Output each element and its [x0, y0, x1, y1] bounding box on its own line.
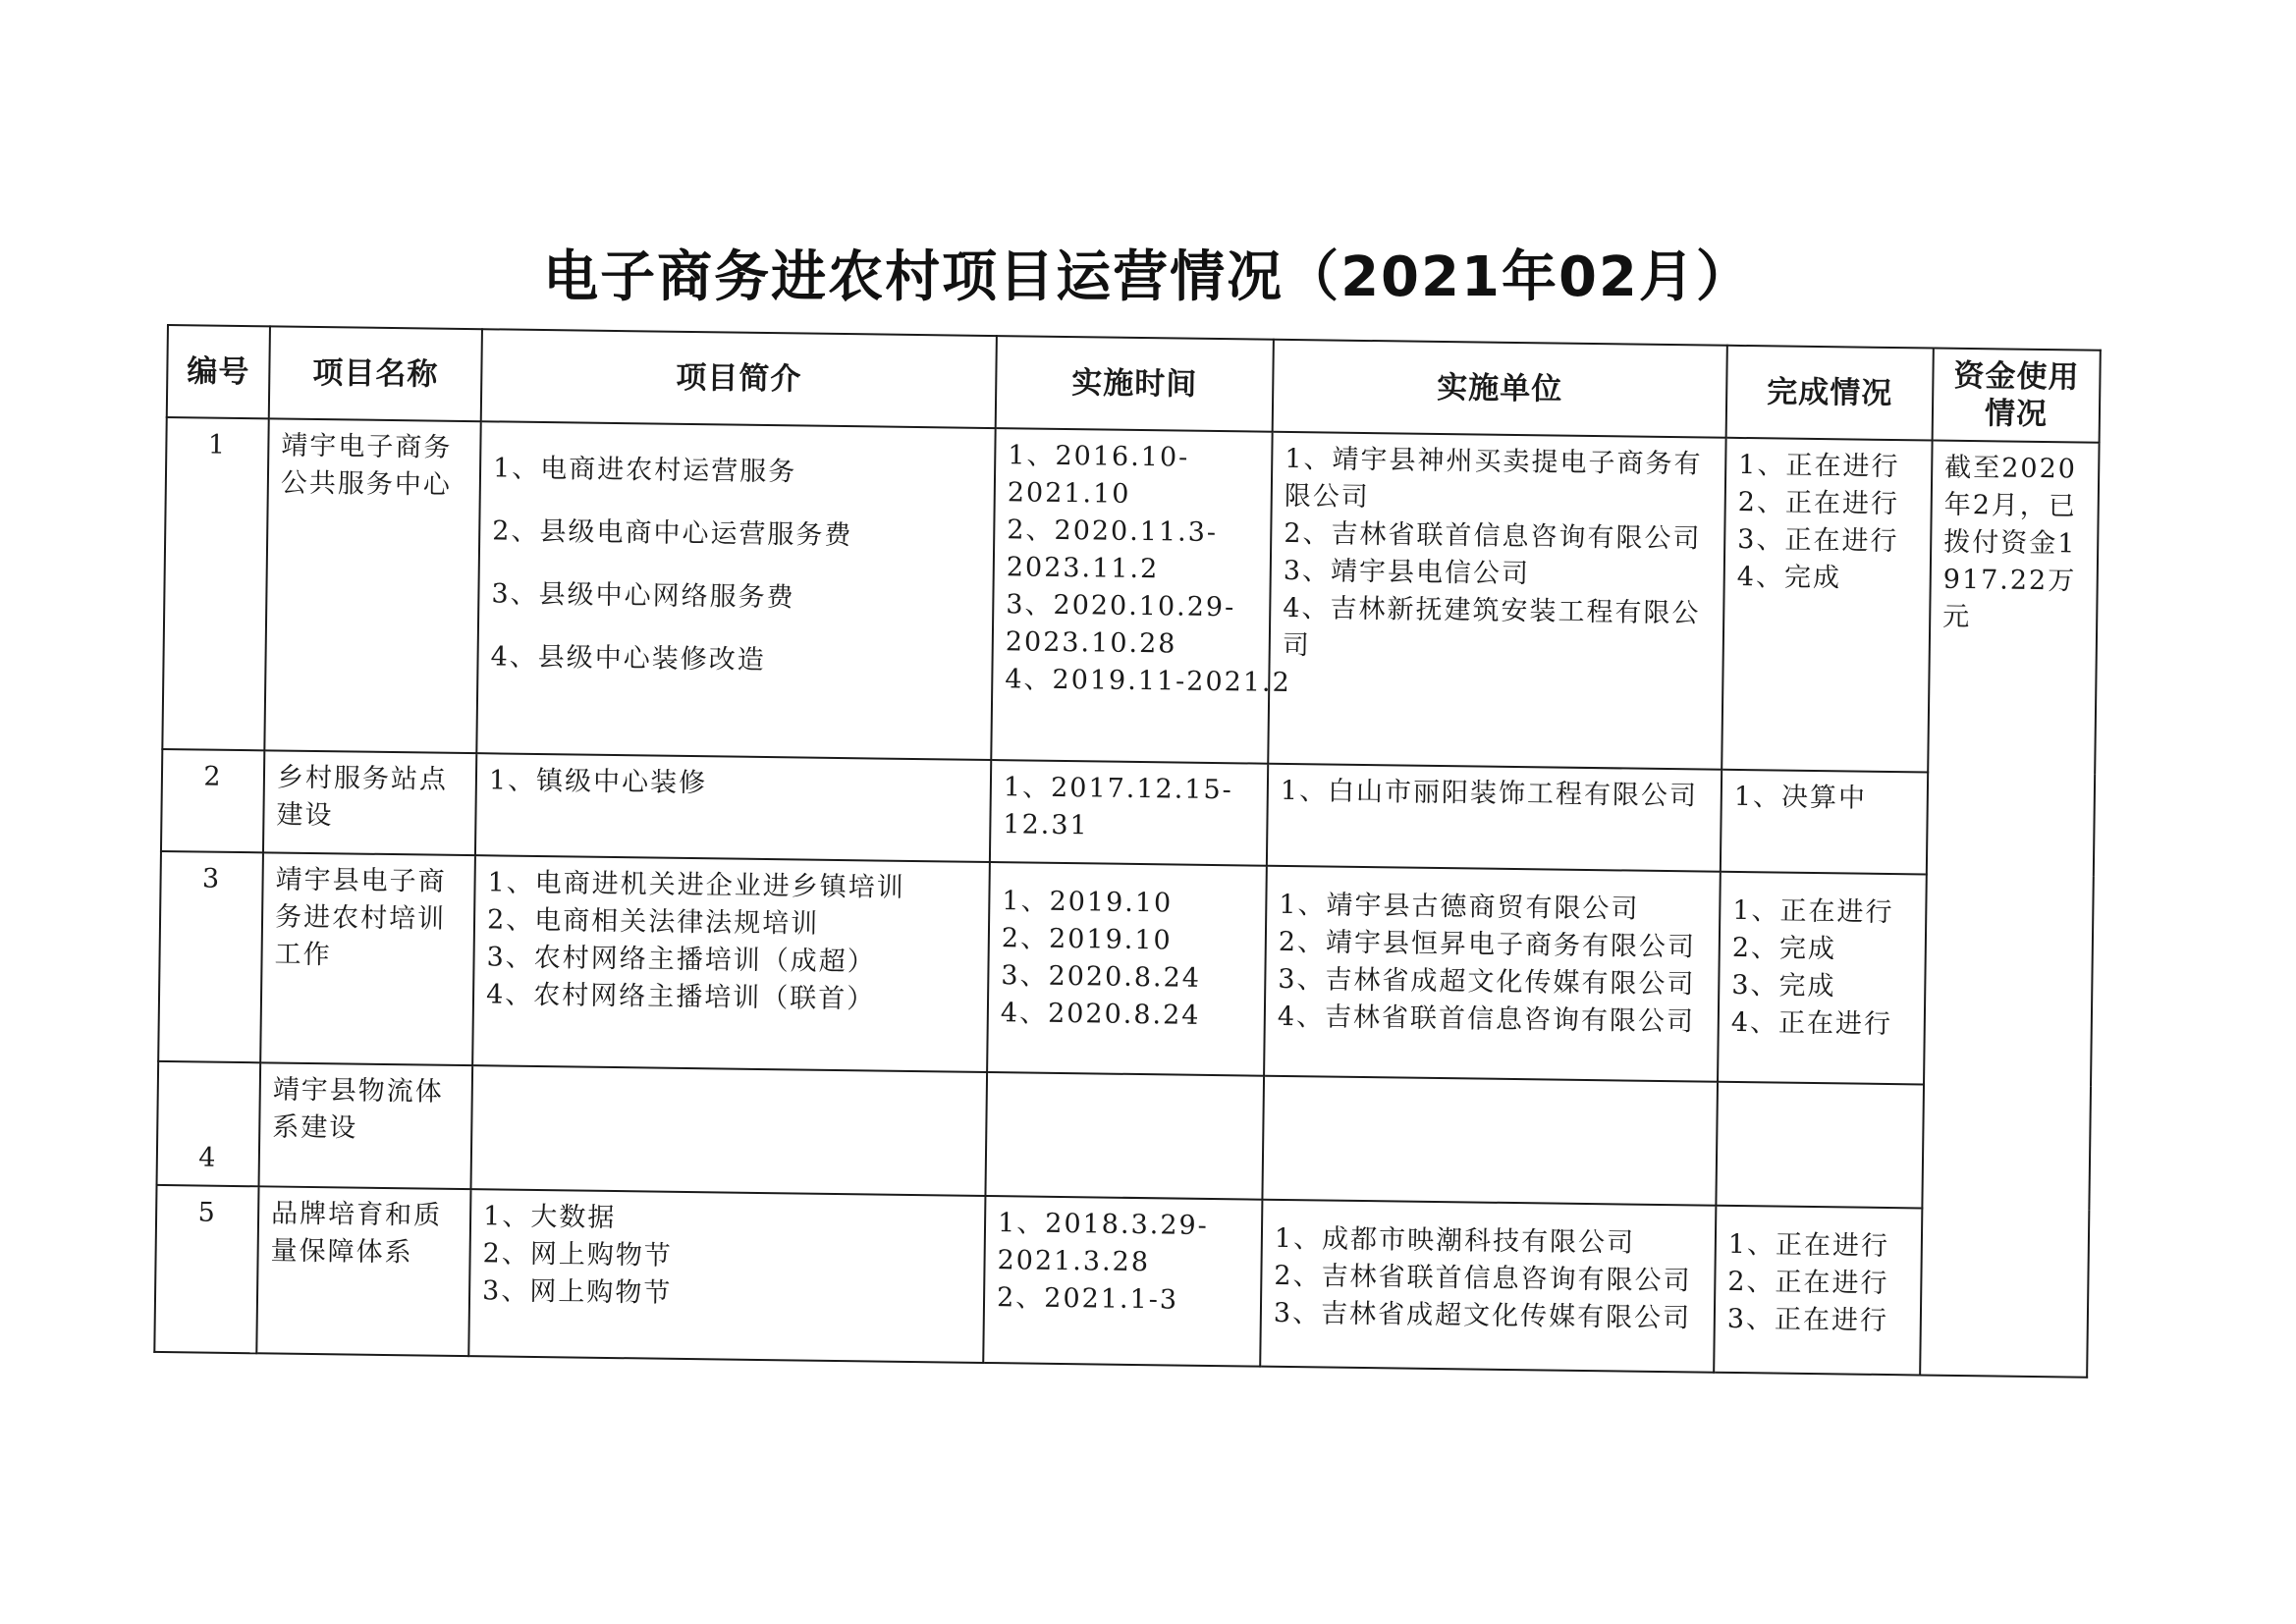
completion-status — [1714, 1206, 1922, 1376]
brief-line: 1、大数据 — [482, 1201, 617, 1234]
header-no: 编号 — [167, 325, 270, 418]
unit-line: 3、吉林省成超文化传媒有限公司 — [1273, 1297, 1692, 1334]
unit-line: 4、吉林省联首信息咨询有限公司 — [1277, 1001, 1696, 1038]
implementation-unit — [1268, 432, 1725, 770]
row-number: 3 — [158, 851, 263, 1062]
project-brief — [475, 753, 991, 862]
implementation-time — [987, 862, 1267, 1076]
table-container — [153, 324, 2100, 1379]
brief-line: 3、县级中心网络服务费 — [491, 578, 795, 614]
unit-line: 2、靖宇县恒昇电子商务有限公司 — [1278, 926, 1697, 963]
table-row — [154, 1185, 2089, 1378]
project-name — [256, 1186, 470, 1356]
time-line: 2023.11.2 — [1006, 552, 1160, 585]
brief-line: 3、网上购物节 — [481, 1275, 673, 1309]
implementation-time — [990, 760, 1268, 866]
brief-line: 2、网上购物节 — [482, 1238, 674, 1272]
status-line: 3、正在进行 — [1726, 1303, 1889, 1337]
time-line: 12.31 — [1003, 809, 1089, 841]
unit-line: 3、靖宇县电信公司 — [1283, 555, 1531, 590]
row-number: 5 — [154, 1185, 258, 1353]
implementation-unit — [1260, 1200, 1716, 1373]
header-brief: 项目简介 — [481, 329, 997, 428]
unit-line: 4、吉林新抚建筑安装工程有限公司 — [1282, 592, 1701, 662]
header-status: 完成情况 — [1726, 346, 1934, 441]
unit-line: 1、成都市映潮科技有限公司 — [1274, 1222, 1636, 1259]
status-line: 1、正在进行 — [1727, 1228, 1890, 1263]
project-name-text: 靖宇电子商务公共服务中心 — [280, 430, 453, 501]
brief-line: 4、农村网络主播培训（联首） — [485, 979, 876, 1015]
table-row — [158, 851, 2094, 1087]
unit-line: 3、吉林省成超文化传媒有限公司 — [1278, 963, 1696, 1001]
completion-status — [1722, 438, 1932, 773]
unit-line: 1、靖宇县神州买卖提电子商务有限公司 — [1284, 443, 1703, 514]
project-brief — [472, 855, 990, 1072]
header-unit: 实施单位 — [1273, 340, 1727, 438]
unit-line: 2、吉林省联首信息咨询有限公司 — [1274, 1260, 1692, 1297]
status-line: 2、完成 — [1731, 932, 1837, 965]
status-line: 3、正在进行 — [1737, 523, 1899, 558]
time-line: 1、2017.12.15- — [1003, 772, 1233, 806]
project-table — [153, 324, 2102, 1379]
project-name — [259, 1062, 473, 1189]
project-brief — [468, 1189, 985, 1363]
implementation-time — [991, 428, 1291, 764]
header-name: 项目名称 — [269, 326, 482, 421]
time-line: 3、2020.8.24 — [1001, 960, 1202, 994]
status-line: 2、正在进行 — [1727, 1266, 1889, 1300]
status-line: 1、决算中 — [1733, 781, 1868, 814]
status-line: 1、正在进行 — [1732, 894, 1894, 929]
row-number: 2 — [161, 749, 264, 852]
time-line: 4、2020.8.24 — [1000, 998, 1201, 1031]
header-time: 实施时间 — [996, 336, 1274, 432]
implementation-unit — [1262, 1076, 1718, 1206]
project-name-text: 品牌培育和质量保障体系 — [270, 1198, 443, 1269]
brief-line: 1、镇级中心装修 — [488, 765, 708, 799]
status-line: 1、正在进行 — [1738, 449, 1900, 483]
completion-status — [1716, 1082, 1924, 1209]
time-line: 1、2018.3.29- — [997, 1208, 1209, 1241]
time-line: 2、2021.1-3 — [996, 1282, 1179, 1316]
status-line: 4、正在进行 — [1730, 1006, 1893, 1041]
project-brief — [470, 1065, 987, 1196]
project-name — [264, 418, 480, 753]
project-name — [263, 750, 476, 855]
time-line: 2、2019.10 — [1001, 923, 1173, 956]
brief-line: 2、县级电商中心运营服务费 — [492, 515, 853, 552]
time-line: 3、2020.10.29- — [1006, 589, 1236, 623]
project-name-text: 乡村服务站点建设 — [276, 762, 449, 832]
brief-line: 4、县级中心装修改造 — [490, 641, 766, 677]
implementation-unit — [1267, 764, 1722, 872]
status-line: 4、完成 — [1736, 561, 1842, 594]
implementation-unit — [1264, 866, 1721, 1082]
brief-line: 3、农村网络主播培训（成超） — [486, 942, 876, 978]
row-number: 1 — [162, 417, 268, 750]
project-name-text: 靖宇县物流体系建设 — [272, 1074, 444, 1144]
time-line: 2023.10.28 — [1005, 626, 1177, 660]
time-line: 4、2019.11-2021.2 — [1005, 664, 1291, 699]
time-line: 1、2016.10- — [1008, 440, 1190, 473]
status-line: 2、正在进行 — [1737, 486, 1900, 520]
table-row — [162, 417, 2099, 775]
time-line: 2021.3.28 — [997, 1245, 1151, 1278]
unit-line: 1、靖宇县古德商贸有限公司 — [1279, 889, 1640, 925]
brief-line: 1、电商进机关进企业进乡镇培训 — [487, 867, 905, 903]
completion-status — [1721, 770, 1928, 875]
time-line: 1、2019.10 — [1002, 886, 1174, 919]
status-line: 3、完成 — [1731, 969, 1836, 1002]
brief-line: 2、电商相关法律法规培训 — [486, 904, 820, 940]
time-line: 2021.10 — [1007, 477, 1131, 510]
time-line: 2、2020.11.3- — [1007, 514, 1219, 549]
project-name — [260, 852, 475, 1065]
project-brief — [476, 421, 995, 760]
brief-line: 1、电商进农村运营服务 — [492, 453, 797, 488]
unit-line: 2、吉林省联首信息咨询有限公司 — [1284, 517, 1702, 555]
completion-status — [1718, 872, 1927, 1085]
project-name-text: 靖宇县电子商务进农村培训工作 — [274, 864, 447, 971]
implementation-time — [985, 1072, 1264, 1200]
fund-usage: 截至2020年2月，已拨付资金1917.22万元 — [1920, 441, 2099, 1378]
unit-line: 1、白山市丽阳装饰工程有限公司 — [1280, 775, 1699, 812]
row-number: 4 — [157, 1061, 261, 1186]
document-title: 电子商务进农村项目运营情况（2021年02月） — [543, 245, 1753, 309]
implementation-time — [983, 1196, 1262, 1367]
header-fund: 资金使用情况 — [1933, 349, 2101, 443]
